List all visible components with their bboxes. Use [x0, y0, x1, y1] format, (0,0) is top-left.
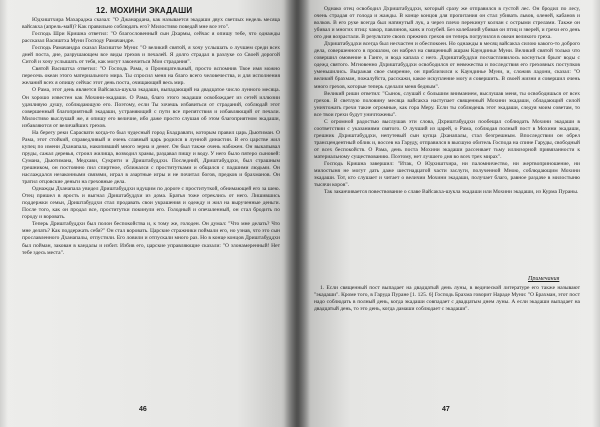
book-gutter-shadow: [284, 0, 310, 427]
page-number-right: 47: [442, 406, 450, 413]
right-page-text: [314, 6, 580, 270]
left-page-edge: [0, 0, 8, 427]
paragraph: Однако отец освободил Дхриштабуддхи, который сразу же отправился в густой лес. Он бродил по лесу, очень страдая от голода и жажды. В конце концов для пропитания он стал убивать львов, оленей, кабанов и волков. В его руке всегда был натянутый лук, а через плечо перекинут колчан с острыми стрелами. Также он убивал и многих птиц: чакор, павлинов, канк и голубей. Без колебаний убивая он птиц и зверей, и грехи его день ото дня возрастали. В результате своих прежних грехов он теперь погрузился в океан великого греха.: [314, 6, 580, 41]
notes-title: Примечания: [528, 276, 560, 282]
paragraph: Юдхиштхира Махараджа сказал: "О Джанардана, как называется экадаши двух светлых недель месяца вайсакха (апрель-май)? Как правильно соблюдать его? Милостиво поведай мне все это".: [22, 17, 280, 31]
left-page-text: [22, 17, 280, 402]
paragraph: Теперь Дриштабуддхи был полон беспокойства и, к тому же, голоден. Он думал: "Что мне делать? Что мне делать? Как поддержать себя?" Он стал воровать. Царские стражники поймали его, но узнав, что это сын прославленного Дханапалы, отпустили. Его ловили и отпускали много раз. Но в конце концов Дриштабуддхи был пойман, закован в кандалы и избит. Избив его, царские управляющие сказали: "О злонамеренный! Нет тебе здесь места".: [22, 221, 280, 256]
paragraph: О Рама, этот день является Вайсакха-шукла экадаши, выпадающий на двадцатое число лунного месяца. Он хорошо известен как Мохини-экадаши. О Рама, благо этого экадаши освобождает из сетей иллюзии удачливую душу, соблюдающую его. Поэтому, если Ты хочешь избавиться от страданий, соблюдай этот совершенный благоприятный экадаши, устраняющий с пути все препятствия и избавляющий от печали. Милостиво выслушай же, я опишу его величие, ибо даже просто слушая об этом благоприятном экадаши, избавляются от величайших грехов.: [22, 87, 280, 129]
left-page: [0, 0, 296, 427]
notes-text: [314, 285, 580, 403]
paragraph: Господь Рамачандра сказал Васиштхе Муни: "О великий святой, я хочу услышать о лучшем среди всех дней поста, дне, разрушающем все виды грехов и печалей. Я долго страдал в разлуке со Своей дорогой Ситой и хочу услышать от тебя, как могут закончиться Мои страдания".: [22, 45, 280, 66]
paragraph: Господь Шри Кришна ответил: "О благословенный сын Дхармы, сейчас я опишу тебе, что однажды рассказал Васиштха Муни Господу Рамачандре.: [22, 31, 280, 45]
page-number-left: 46: [139, 406, 147, 413]
right-page-edge: [592, 0, 600, 427]
paragraph: Дхриштабуддхи всегда был несчастен и обеспокоен. Но однажды в месяц вайсакха силою какого-то доброго дела, совершенного в прошлом, он набрел на священный ашрам Каундиньи Муни. Великий святой только что совершил омовение в Ганге, и вода капала с него. Дхриштабуддхи посчастливилось коснуться брызг воды с одежд святого. Мгновенно Дхриштабуддхи освободился от невежества и последствия его греховных поступков уменьшились. Выражая свое смирение, он приблизился к Каундинье Муни, и, сложив ладони, сказал: "О великий брахман, пожалуйста, расскажи, какое искупление могу я совершить. В своей жизни я совершил очень много грехов, которые теперь сделали меня бедным".: [314, 41, 580, 90]
right-page: [296, 0, 600, 427]
paragraph: Господь Кришна завершил: "Итак, О Юдхиштхира, ни паломничество, ни жертвоприношение, ни милостыня не могут дать даже шестнадцатой части заслуги, полученной Мною, соблюдающим Мохини экадаши. Тот, кто слушает и читает о величии Мохини экадаши, получает благо, равное раздаче в милостыню тысячи коров".: [314, 161, 580, 189]
paragraph: Однажды Дханапала увидел Дриштабуддхи идущим по дороге с проституткой, обнимающей его за шею. Отец пришел в ярость и выгнал Дриштабуддхи из дома. Братья тоже отреклись от него. Лишившись поддержки семьи, Дриштабуддхи стал продавать свои украшения и одежду и жил на вырученные деньги. После того, как он продал все, проститутки покинули его. Голодный и опечаленный, он стал бродить по городу и воровать.: [22, 186, 280, 221]
paragraph: Святой Васиштха ответил: "О Господь Рама, о Проницательный, просто вспомнив Твое имя можно пересечь океан этого материального мира. Ты спросил меня на благо всего человечества, и для исполнения желаний всех я опишу сейчас этот день поста, очищающий весь мир.: [22, 66, 280, 87]
paragraph: Великий риши ответил: "Сынок, слушай с большим вниманием, выслушав меня, ты освободишься от всех грехов. В светлую половину месяца вайсакха наступает священный Мохини экадаши, обладающий силой уничтожать грехи такие огромные, как гора Меру. Если ты соблюдешь этот экадаши, следуя моим советам, то все твои грехи будут уничтожены".: [314, 90, 580, 118]
paragraph: На берегу реки Сарасвати когда-то был чудесный город Бхадравати, которым правил царь Дьютиман. О Рама, этот стойкий, справедливый и очень славный царь родился в лунной династии. В его царстве жил купец по имени Дханапала, накопивший много зерна и денег. Он был также очень набожен. Он выкапывал пруды, сажал деревья, строил жилища, возводил храмы, раздавал пищу и воду. У него было пятеро сыновей: Сумана, Дьютимана, Медхави, Сукрити и Дриштабуддхи. Последний, Дриштабуддхи, был страшным грешником, он постоянно пил спиртное, сближался с проститутками и общался с падшими людьми. Он наслаждался незаконными связями, играл в азартные игры и не почитал богов, предков и брахманов. Он тратил отцовские деньги на греховные дела.: [22, 129, 280, 186]
chapter-title: 12. МОХИНИ ЭКАДАШИ: [96, 6, 193, 15]
footnote: 1. Если священный пост выпадает на двадцатый день луны, в ведической литературе его также называют "экадаши". Кроме того, в Гаруда Пуране [1. 125. 6] Господь Брахма говорит Нараде Муни: "О Брахман, этот пост надо соблюдать в полный день, когда экадаши совпадает с двадцатым днем луны. А если экадаши выпадает на двадцатый день, то это день, когда дамаши соблюдает с экадаши".: [314, 285, 580, 312]
paragraph: Так заканчивается повествование о славе Вайсакха-шукла экадаши или Мохини экадаши, из Курма Пураны.: [324, 189, 579, 196]
paragraph: С огромной радостью выслушав эти слова, Дхриштабуддхи пообещал соблюдать Мохини экадаши в соответствии с указаниями святого. О лучший из царей, о Рама, соблюдая полный пост в Мохини экадаши, грешник Дхриштабуддхи, непутевый сын купца Дханапалы, стал безгрешным. Впоследствии он обрел трансцендентный облик и, воссев на Гаруду, отправился в высшую обитель Господа на спине Гаруды, свободный от всех беспокойств. О Рама, день поста Мохини экадаши рассеивает тьму иллюзорной привязанности к материальному существованию. Поэтому, нет лучшего дня во всех трех мирах".: [314, 118, 580, 160]
